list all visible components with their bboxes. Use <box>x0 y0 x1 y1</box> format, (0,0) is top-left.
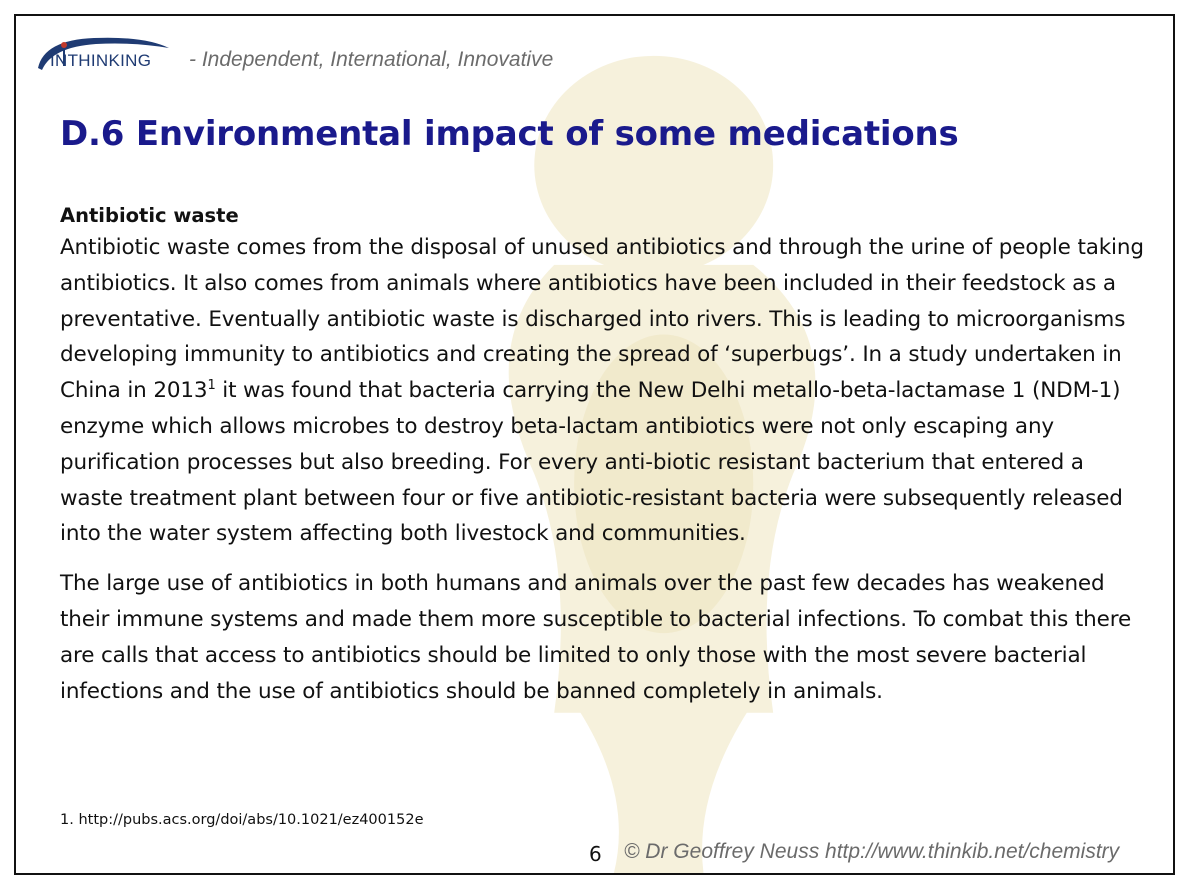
inthinking-logo-icon <box>34 34 179 80</box>
paragraph-1 <box>60 230 1150 552</box>
paragraph-1-text-a: Antibiotic waste comes from the disposal of unused antibiotics and through the urine of people taking antibiotics. It also comes from animals where antibiotics have been included in their feedstock as a preventative. Eventually antibiotic waste is discharged into rivers. This is leading to microorganisms developing immunity to antibiotics and creating the spread of ‘superbugs’. In a study undertaken in China in 2013 <box>60 235 1144 404</box>
page-title: D.6 Environmental impact of some medications <box>60 114 959 154</box>
paragraph-2: The large use of antibiotics in both humans and animals over the past few decades has weakened their immune systems and made them more susceptible to bacterial infections. To combat this there are calls that access to antibiotics should be limited to only those with the most severe bacterial infections and the use of antibiotics should be banned completely in animals. <box>60 571 1132 704</box>
slide-body <box>60 202 1150 709</box>
copyright: © Dr Geoffrey Neuss http://www.thinkib.net/chemistry <box>624 840 1120 863</box>
paragraph-1-text-b: it was found that bacteria carrying the New Delhi metallo-beta-lactamase 1 (NDM-1) enzyme which allows microbes to destroy beta-lactam antibiotics were not only escaping any purification processes but also breeding. For every anti-biotic resistant bacterium that entered a waste treatment plant between four or five antibiotic-resistant bacteria were subsequently released into the water system affecting both livestock and communities. <box>60 378 1123 547</box>
footnote-ref: 1 <box>207 378 216 394</box>
tagline: - Independent, International, Innovative <box>189 48 554 71</box>
section-heading: Antibiotic waste <box>60 204 239 227</box>
footnote: 1. http://pubs.acs.org/doi/abs/10.1021/ez400152e <box>60 812 424 828</box>
slide <box>14 14 1175 875</box>
logo-text: INTHINKING <box>50 51 152 70</box>
page-number: 6 <box>589 842 602 866</box>
header <box>34 34 553 80</box>
